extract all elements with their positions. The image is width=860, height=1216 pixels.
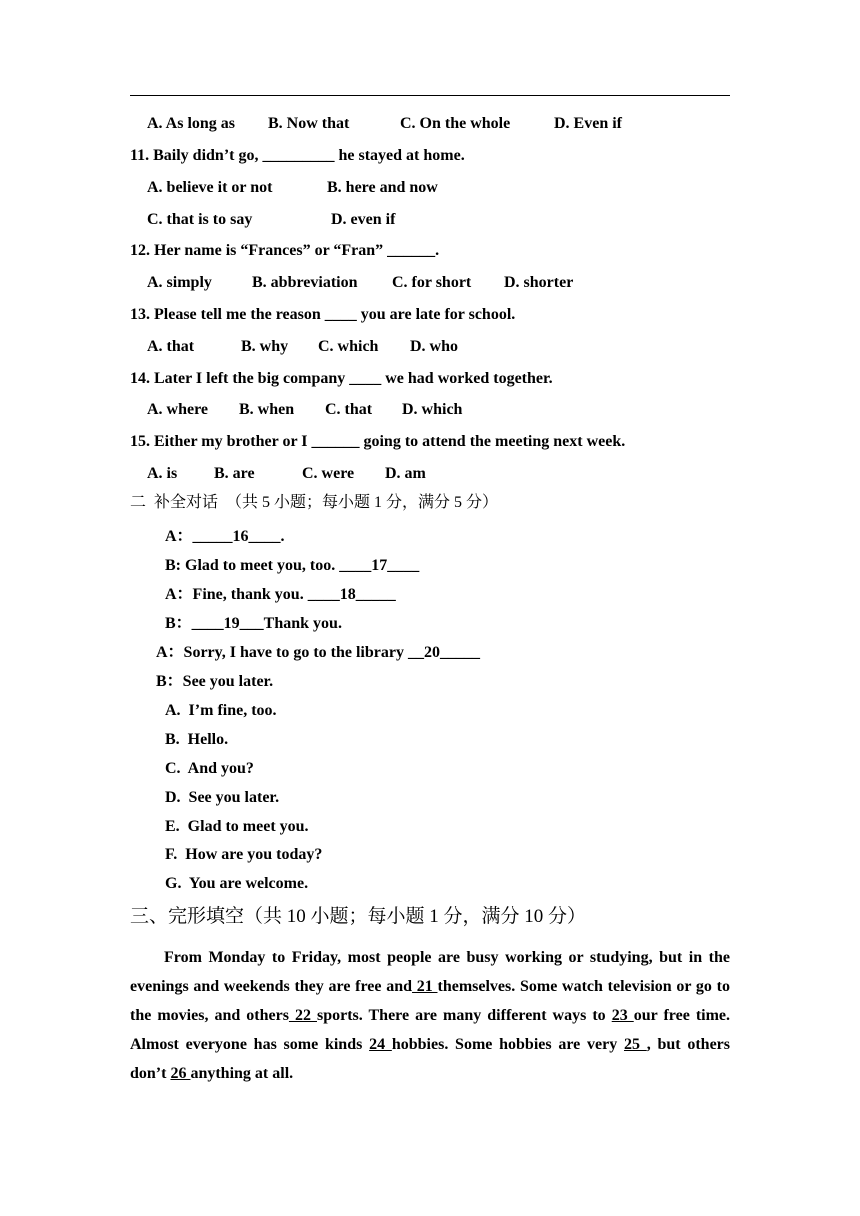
cloze-text-6: , but others don’t (130, 1036, 731, 1082)
cloze-text-5: hobbies. Some hobbies are very (391, 1036, 618, 1053)
q13-option-d: D. who (410, 338, 459, 355)
q13-option-a: A. that (147, 338, 195, 355)
cloze-text-1: From Monday to Friday, most people are busy working or studying, but in the evenings and weekends they are free and (130, 949, 730, 995)
q12-option-a: A. simply (147, 274, 212, 291)
q10-option-b: B. Now that (268, 115, 350, 132)
q12-stem: 12. Her name is “Frances” or “Fran” ______. (130, 242, 440, 259)
choice-e: E. Glad to meet you. (165, 818, 309, 835)
choice-c: C. And you? (165, 760, 254, 777)
q15-option-a: A. is (147, 465, 178, 482)
q13-option-c: C. which (318, 338, 379, 355)
cloze-text-4: our free time. Almost everyone has some kinds (130, 1007, 731, 1053)
dialogue-line-3: A：Fine, thank you. ____18_____ (165, 586, 396, 603)
blank-25: 25 (623, 1036, 647, 1053)
blank-21: 21 (412, 978, 438, 995)
dialogue-line-6: B：See you later. (156, 673, 274, 690)
section3-title: 三、完形填空（共 10 小题；每小题 1 分，满分 10 分） (130, 906, 587, 927)
q11-option-b: B. here and now (327, 179, 438, 196)
cloze-text-2: themselves. Some watch television or go to the movies, and others (130, 978, 730, 1024)
blank-26: 26 (170, 1065, 191, 1082)
choice-b: B. Hello. (165, 731, 229, 748)
q12-option-d: D. shorter (504, 274, 574, 291)
blank-23: 23 (611, 1007, 634, 1024)
q13-stem: 13. Please tell me the reason ____ you are late for school. (130, 306, 516, 323)
q15-option-c: C. were (302, 465, 355, 482)
dialogue-line-2: B: Glad to meet you, too. ____17____ (165, 557, 420, 574)
choice-g: G. You are welcome. (165, 875, 309, 892)
q10-option-a: A. As long as (147, 115, 236, 132)
q14-stem: 14. Later I left the big company ____ we had worked together. (130, 370, 553, 387)
q14-option-c: C. that (325, 401, 373, 418)
q11-option-a: A. believe it or not (147, 179, 273, 196)
q12-option-b: B. abbreviation (252, 274, 358, 291)
choice-d: D. See you later. (165, 789, 280, 806)
q11-option-c: C. that is to say (147, 211, 253, 228)
blank-24: 24 (369, 1036, 392, 1053)
q15-option-b: B. are (214, 465, 255, 482)
cloze-text-7: anything at all. (190, 1065, 294, 1082)
blank-22: 22 (288, 1007, 317, 1024)
dialogue-line-4: B：____19___Thank you. (165, 615, 342, 632)
q12-option-c: C. for short (392, 274, 472, 291)
section2-title: 二 补全对话 （共 5 小题；每小题 1 分，满分 5 分） (130, 494, 499, 511)
dialogue-line-1: A：_____16____. (165, 528, 285, 545)
header-rule (130, 95, 730, 96)
dialogue-line-5: A：Sorry, I have to go to the library __20_____ (156, 644, 480, 661)
choice-a: A. I’m fine, too. (165, 702, 277, 719)
q10-option-d: D. Even if (554, 115, 622, 132)
q14-option-d: D. which (402, 401, 463, 418)
q14-option-a: A. where (147, 401, 209, 418)
q10-option-c: C. On the whole (400, 115, 511, 132)
cloze-text-3: sports. There are many different ways to (316, 1007, 606, 1024)
cloze-paragraph (130, 943, 730, 1088)
q14-option-b: B. when (239, 401, 295, 418)
q11-stem: 11. Baily didn’t go, _________ he stayed at home. (130, 147, 465, 164)
q15-option-d: D. am (385, 465, 426, 482)
q11-option-d: D. even if (331, 211, 396, 228)
q13-option-b: B. why (241, 338, 289, 355)
choice-f: F. How are you today? (165, 846, 323, 863)
q15-stem: 15. Either my brother or I ______ going to attend the meeting next week. (130, 433, 626, 450)
